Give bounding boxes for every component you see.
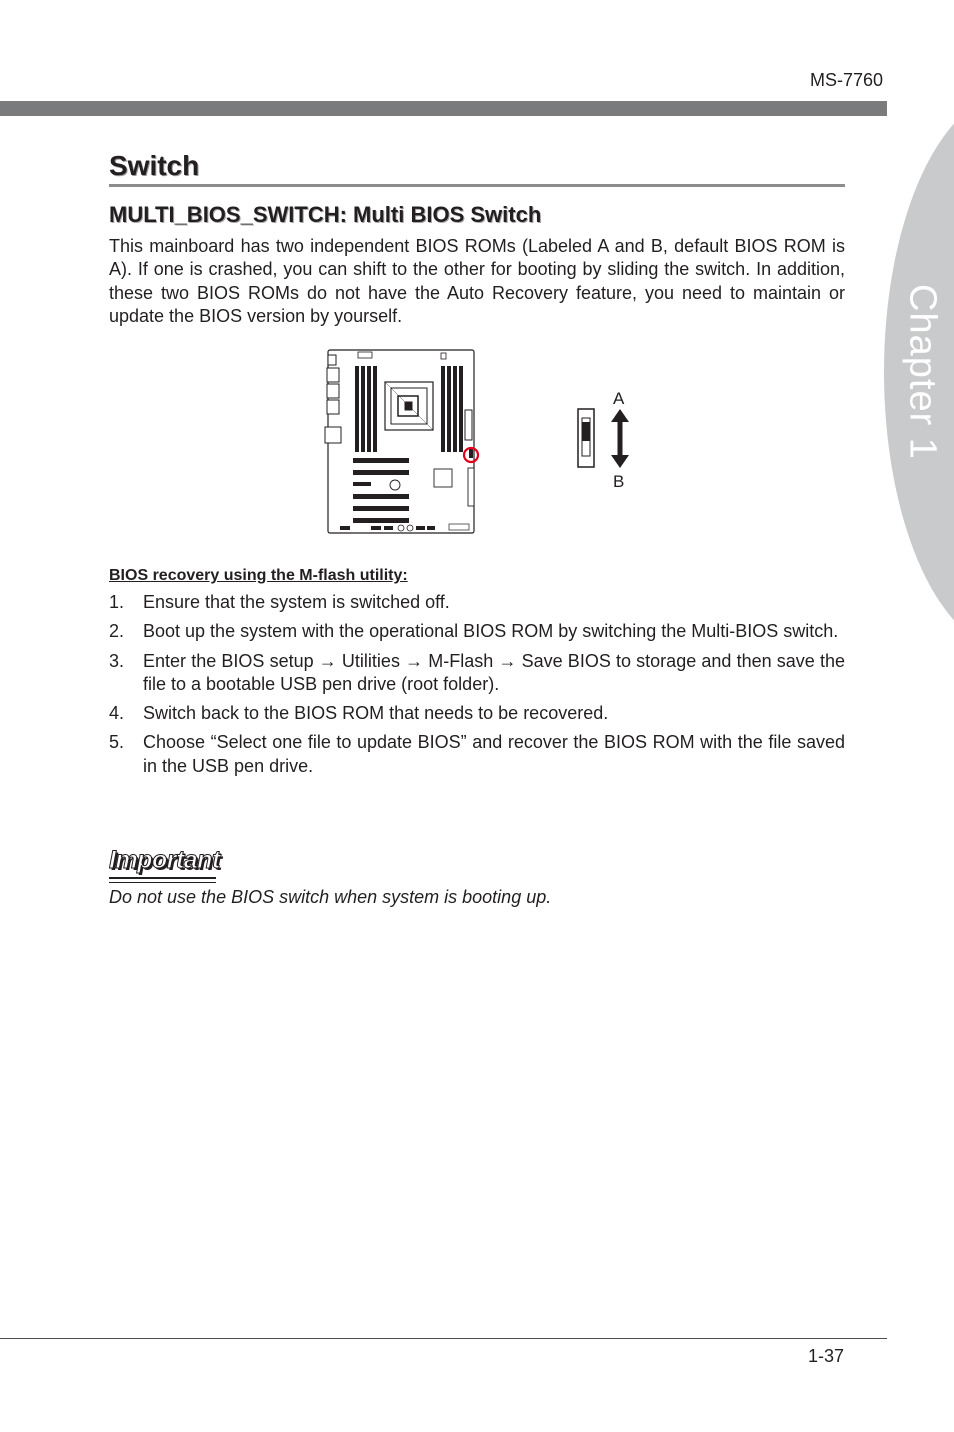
step-text: Boot up the system with the operational BIOS ROM by switching the Multi-BIOS switch. [143,621,839,642]
mainboard-outline [328,350,474,533]
recovery-step [109,650,845,697]
step-number: 3. [109,650,125,671]
mainboard-figure [0,0,954,560]
recovery-heading: BIOS recovery using the M-flash utility: [109,567,408,584]
recovery-step [109,702,845,725]
recovery-step [109,591,845,614]
model-number: MS-7760 [809,70,883,90]
switch-knob [582,422,590,441]
footer-rule [0,1338,887,1339]
section-heading: MULTI_BIOS_SWITCH: Multi BIOS Switch [109,202,542,227]
important-underline [109,877,216,879]
important-underline-thin [109,882,216,883]
step-text: Ensure that the system is switched off. [143,592,450,612]
step-text: Switch back to the BIOS ROM that needs to be recovered. [143,703,609,724]
page-title: Switch [109,150,200,181]
switch-label-a: A [613,389,625,408]
cpu-socket [385,382,433,430]
switch-closeup [578,409,594,467]
page-number: 1-37 [808,1346,845,1366]
important-title: Important [109,846,220,874]
step-text: Enter the BIOS setup → Utilities → M-Flash → Save BIOS to storage and then save the file to a bootable USB pen drive (root folder). [143,650,845,694]
step-number: 5. [109,732,125,753]
step-text: Choose “Select one file to update BIOS” and recover the BIOS ROM with the file saved in the USB pen drive. [143,732,845,776]
switch-label-b: B [613,472,625,491]
important-note: Do not use the BIOS switch when system is booting up. [109,887,552,907]
step-number: 4. [109,703,125,724]
step-number: 1. [109,592,125,612]
chapter-tab-label: Chapter 1 [901,284,944,460]
atx-power-connector [465,410,472,440]
recovery-steps [109,591,845,784]
double-arrow-icon [611,409,629,468]
recovery-step [109,620,845,643]
step-number: 2. [109,621,125,642]
recovery-step [109,731,845,778]
intro-paragraph: This mainboard has two independent BIOS ROMs (Labeled A and B, default BIOS ROM is A). If one is crashed, you can shift to the other for booting by sliding the switch. In addition, these two BIOS ROMs do not have the Auto Recovery feature, you need to maintain or update the BIOS version by yourself. [109,236,845,326]
